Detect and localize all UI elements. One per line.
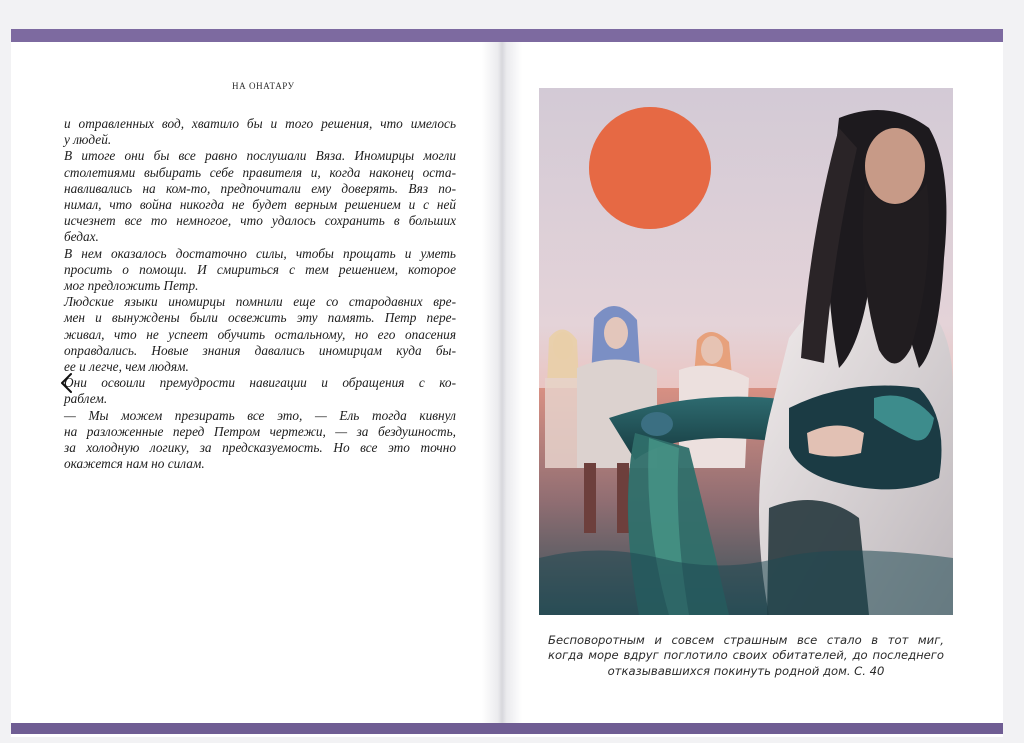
book-gutter [482,42,522,723]
background-figure-left [545,329,579,468]
illustration-caption [548,633,944,679]
caption-line: отказывавшихся покинуть родной дом. С. 40 [607,663,885,678]
text-line: мен и вынуждены были освежить эту память. Петр пере- [64,310,456,326]
text-line: раблем. [64,391,108,407]
text-line: оправдались. Новые знания давались иномирцам куда бы- [64,342,456,358]
text-line: навливались на ком-то, предпочитали ему доверять. Вяз по- [64,180,456,196]
caption-line: Бесповоротным и совсем страшным все стало в тот миг, [548,633,944,647]
text-line: и отравленных вод, хватило бы и того решения, что имелось [64,116,456,131]
bottom-purple-band [11,723,1003,734]
text-line: мог предложить Петр. [64,278,199,294]
text-line: нимал, что война никогда не будет верным решением и с ней [64,197,456,213]
text-line: Они освоили премудрости навигации и обращения с ко- [64,375,456,391]
text-line: ее и легче, чем людям. [64,359,189,375]
caption-line: когда море вдруг поглотило своих обитателей, до последнего [548,648,944,663]
text-line: столетиями выбирать себе правителя и, когда наконец оста- [64,164,456,180]
text-line: исчезнет все то немногое, что удалось сохранить в больших [64,213,456,229]
text-line: просить о помощи. И смириться с тем решением, которое [64,261,456,277]
text-line: у людей. [64,132,112,148]
text-line: — Мы можем презирать все это, — Ель тогда кивнул [64,407,456,423]
text-line: В нем оказалось достаточно силы, чтобы прощать и уметь [64,245,456,261]
text-line: окажется нам но силам. [64,456,205,472]
text-line: живал, что не успеет обучить остальному, но его опасения [64,326,456,342]
running-head: НА ОНАТАРУ [232,81,295,91]
chevron-left-icon[interactable] [58,371,78,395]
text-line: бедах. [64,229,99,245]
text-line: Людские языки иномирцы помнили еще со стародавних вре- [64,294,456,310]
text-line: за холодную логику, за предсказуемость. Но все это точно [64,440,456,456]
book-illustration [539,88,953,615]
text-line: на разложенные перед Петром чертежи, — за бездушность, [64,423,456,439]
text-line: В итоге они бы все равно послушали Вяза. Иномирцы могли [64,148,456,164]
top-purple-band [11,29,1003,42]
left-page-body-text [64,116,456,472]
